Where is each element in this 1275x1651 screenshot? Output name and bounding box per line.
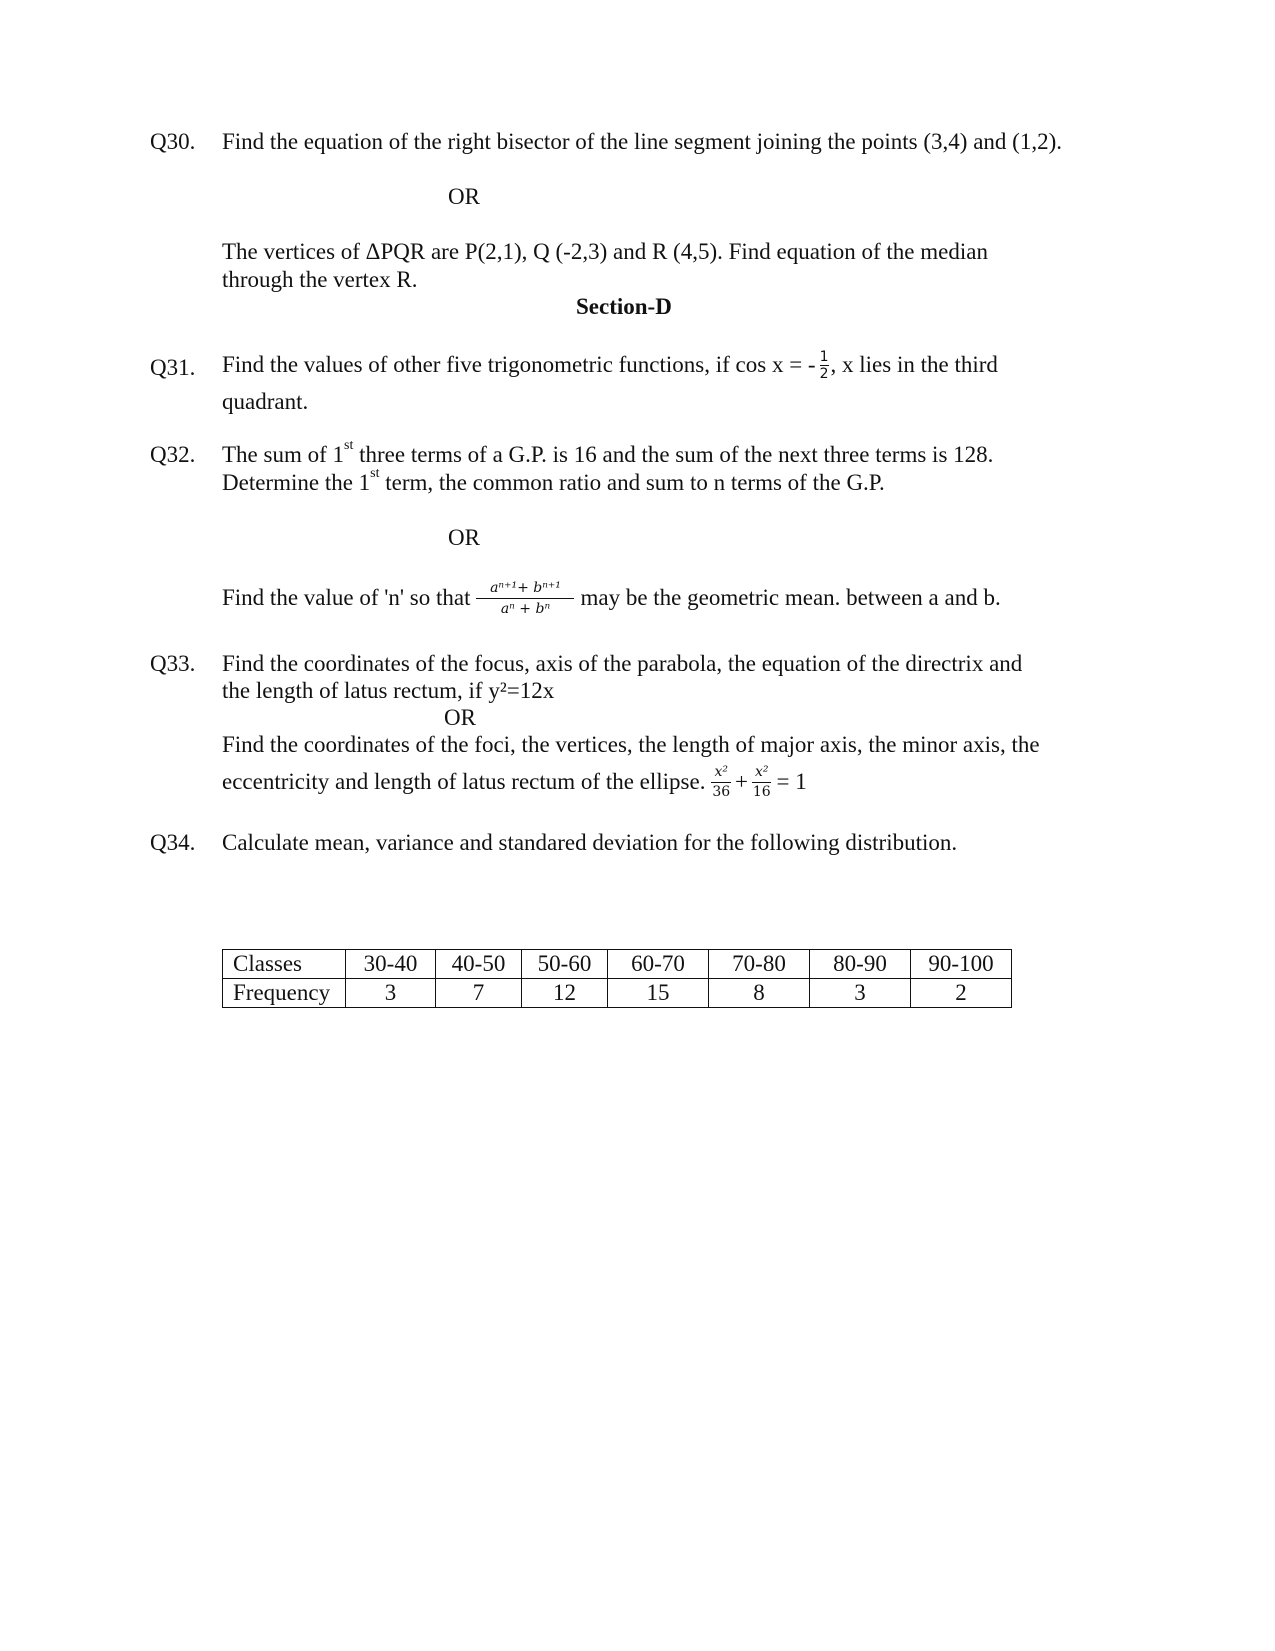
freq-cell: 12	[522, 979, 608, 1008]
q32-alt-num: aⁿ⁺¹+ bⁿ⁺¹	[476, 578, 574, 599]
q33-number: Q33.	[150, 651, 196, 676]
q31-line2: quadrant.	[222, 389, 309, 414]
freq-cell: 2	[911, 979, 1012, 1008]
q32-l2-b: term, the common ratio and sum to n terms of the G.P.	[379, 470, 885, 495]
q33-line2: the length of latus rectum, if y²=12x	[222, 678, 555, 703]
q30-number: Q30.	[150, 129, 196, 154]
q30-or: OR	[448, 184, 480, 209]
q30-text: Find the equation of the right bisector of the line segment joining the points (3,4) and (1,2).	[222, 129, 1062, 154]
q30-alt-line1: The vertices of ΔPQR are P(2,1), Q (-2,3) and R (4,5). Find equation of the median	[222, 239, 988, 264]
freq-cell: 3	[346, 979, 436, 1008]
freq-cell: 7	[436, 979, 522, 1008]
q33-line1: Find the coordinates of the focus, axis of the parabola, the equation of the directrix and	[222, 651, 1023, 676]
q32-or: OR	[448, 525, 480, 550]
class-cell: 50-60	[522, 950, 608, 979]
q33-f1-den: 36	[712, 783, 731, 800]
table-row-frequency	[223, 979, 1012, 1008]
class-cell: 90-100	[911, 950, 1012, 979]
distribution-table	[222, 949, 1012, 1008]
row-label-classes: Classes	[223, 950, 346, 979]
q32-l1-sup: st	[344, 438, 354, 453]
q33-line4	[222, 756, 807, 808]
class-cell: 80-90	[810, 950, 911, 979]
q31-frac-den: 2	[819, 365, 829, 382]
q32-alt-fraction	[476, 578, 574, 619]
q32-l2-a: Determine the 1	[222, 470, 371, 495]
freq-cell: 8	[709, 979, 810, 1008]
q31-fraction	[820, 349, 829, 382]
q32-line1	[222, 438, 994, 469]
q33-fraction-1	[711, 763, 731, 802]
q33-plus: +	[734, 769, 748, 795]
q32-alt-b: may be the geometric mean. between a and b.	[580, 585, 1001, 611]
q33-f2-num: x²	[752, 763, 772, 783]
q32-l1-a: The sum of 1	[222, 442, 345, 467]
q33-or: OR	[444, 705, 476, 730]
section-heading: Section-D	[576, 294, 672, 319]
class-cell: 40-50	[436, 950, 522, 979]
q32-number: Q32.	[150, 442, 196, 467]
q32-l2-sup: st	[370, 466, 380, 481]
q33-fraction-2	[752, 763, 772, 802]
q33-eq: = 1	[776, 769, 807, 795]
q31-number: Q31.	[150, 355, 196, 380]
q33-line3: Find the coordinates of the foci, the vertices, the length of major axis, the minor axis, the	[222, 732, 1040, 757]
row-label-frequency: Frequency	[223, 979, 346, 1008]
q34-number: Q34.	[150, 830, 196, 855]
freq-cell: 15	[608, 979, 709, 1008]
q34-text: Calculate mean, variance and standared deviation for the following distribution.	[222, 830, 958, 855]
q31-text-a: Find the values of other five trigonometric functions, if cos x = -	[222, 352, 816, 378]
freq-cell: 3	[810, 979, 911, 1008]
q32-alt-a: Find the value of 'n' so that	[222, 585, 471, 611]
q33-l4-text: eccentricity and length of latus rectum of the ellipse.	[222, 769, 706, 795]
q33-f1-num: x²	[711, 763, 731, 783]
q31-text-b: , x lies in the third	[830, 352, 998, 378]
q32-l1-b: three terms of a G.P. is 16 and the sum of the next three terms is 128.	[353, 442, 994, 467]
q30-alt-line2: through the vertex R.	[222, 267, 418, 292]
q32-alt-line	[222, 572, 1001, 624]
class-cell: 30-40	[346, 950, 436, 979]
q31-line1	[222, 340, 998, 390]
q31-frac-num: 1	[819, 348, 829, 365]
class-cell: 70-80	[709, 950, 810, 979]
q33-f2-den: 16	[752, 783, 771, 800]
class-cell: 60-70	[608, 950, 709, 979]
q32-line2	[222, 466, 885, 497]
q32-alt-den: aⁿ + bⁿ	[500, 600, 551, 617]
table-row-classes	[223, 950, 1012, 979]
